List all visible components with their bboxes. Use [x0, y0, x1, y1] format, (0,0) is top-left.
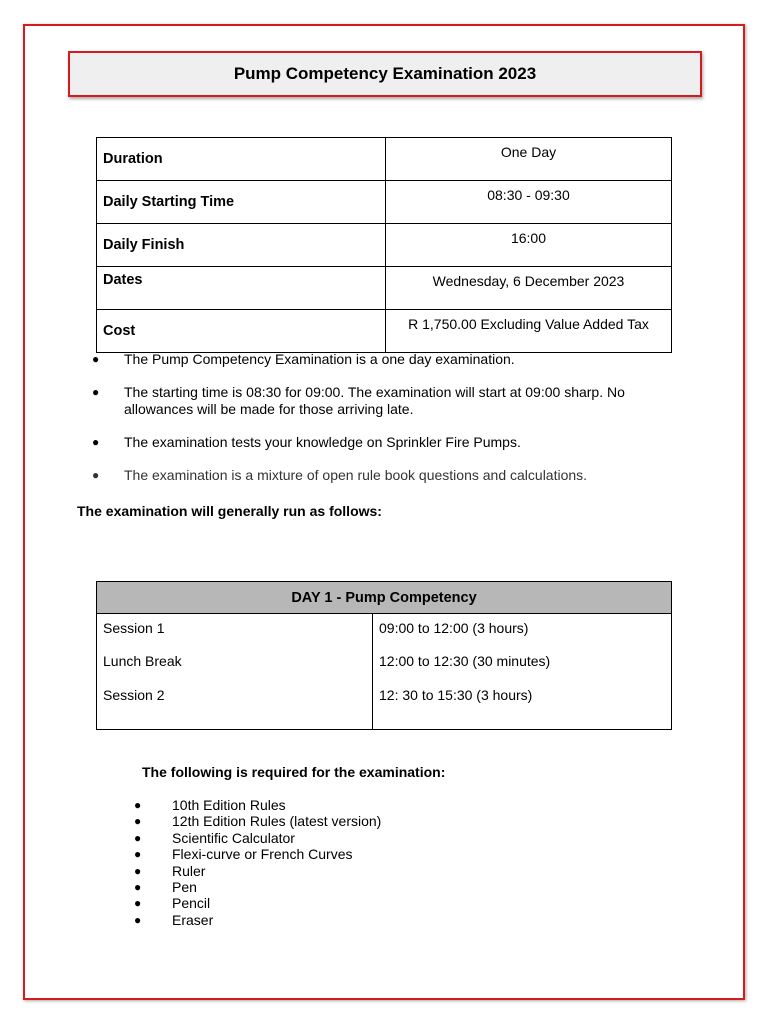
list-item: ● 10th Edition Rules — [134, 797, 286, 813]
schedule-intro-heading: The examination will generally run as follows: — [77, 503, 382, 519]
requirements-heading: The following is required for the examination: — [142, 764, 446, 780]
bullet-icon: ● — [92, 352, 100, 366]
bullet-icon: ● — [134, 798, 142, 812]
session-name: Session 2 — [97, 681, 373, 730]
list-item: ● Ruler — [134, 862, 206, 879]
list-item: ● Pencil — [134, 895, 211, 912]
page-title — [68, 51, 702, 97]
schedule-header: DAY 1 - Pump Competency — [97, 582, 672, 614]
table-row — [97, 224, 672, 267]
info-label: Daily Finish — [97, 224, 386, 267]
bullet-icon: ● — [134, 847, 142, 862]
bullet-icon: ● — [134, 880, 142, 895]
session-name: Session 1 — [97, 614, 373, 648]
table-header-row — [97, 582, 672, 614]
session-time: 12: 30 to 15:30 (3 hours) — [373, 681, 672, 730]
session-time: 09:00 to 12:00 (3 hours) — [373, 614, 672, 648]
bullet-icon: ● — [134, 896, 142, 911]
list-item: ● Flexi-curve or French Curves — [134, 846, 353, 863]
list-item: ● The examination is a mixture of open rule book questions and calculations. — [92, 467, 588, 483]
bullet-icon: ● — [134, 912, 142, 927]
session-name: Lunch Break — [97, 647, 373, 681]
table-row — [97, 681, 672, 730]
list-item: ● Pen — [134, 879, 197, 896]
table-row — [97, 267, 672, 310]
table-row — [97, 310, 672, 353]
info-value: 08:30 - 09:30 — [386, 181, 672, 224]
list-item: ● 12th Edition Rules (latest version) — [134, 813, 382, 830]
info-value: One Day — [386, 138, 672, 181]
table-row — [97, 138, 672, 181]
list-item: ● The Pump Competency Examination is a one day examination. — [92, 351, 515, 367]
info-label: Dates — [97, 267, 386, 310]
exam-info-list — [92, 351, 662, 500]
bullet-icon: ● — [134, 830, 142, 845]
list-item: ● Eraser — [134, 911, 214, 928]
bullet-icon: ● — [134, 863, 142, 878]
bullet-icon: ● — [134, 814, 142, 829]
table-row — [97, 181, 672, 224]
list-item: ● Scientific Calculator — [134, 829, 295, 846]
info-label: Duration — [97, 138, 386, 181]
info-value: Wednesday, 6 December 2023 — [386, 267, 672, 310]
bullet-icon: ● — [92, 435, 100, 449]
info-table — [96, 137, 672, 353]
info-value: 16:00 — [386, 224, 672, 267]
bullet-icon: ● — [92, 385, 100, 399]
bullet-icon: ● — [92, 468, 100, 482]
schedule-table — [96, 581, 672, 730]
list-item: ● The examination tests your knowledge on Sprinkler Fire Pumps. — [92, 434, 521, 450]
table-row — [97, 647, 672, 681]
info-label: Cost — [97, 310, 386, 353]
list-item: ● The starting time is 08:30 for 09:00. The examination will start at 09:00 sharp. No allowances will be made for those arriving late. — [92, 384, 625, 417]
info-value: R 1,750.00 Excluding Value Added Tax — [386, 310, 672, 353]
requirements-list — [134, 797, 381, 928]
session-time: 12:00 to 12:30 (30 minutes) — [373, 647, 672, 681]
page-title-text: Pump Competency Examination 2023 — [233, 64, 537, 83]
table-row — [97, 614, 672, 648]
info-label: Daily Starting Time — [97, 181, 386, 224]
